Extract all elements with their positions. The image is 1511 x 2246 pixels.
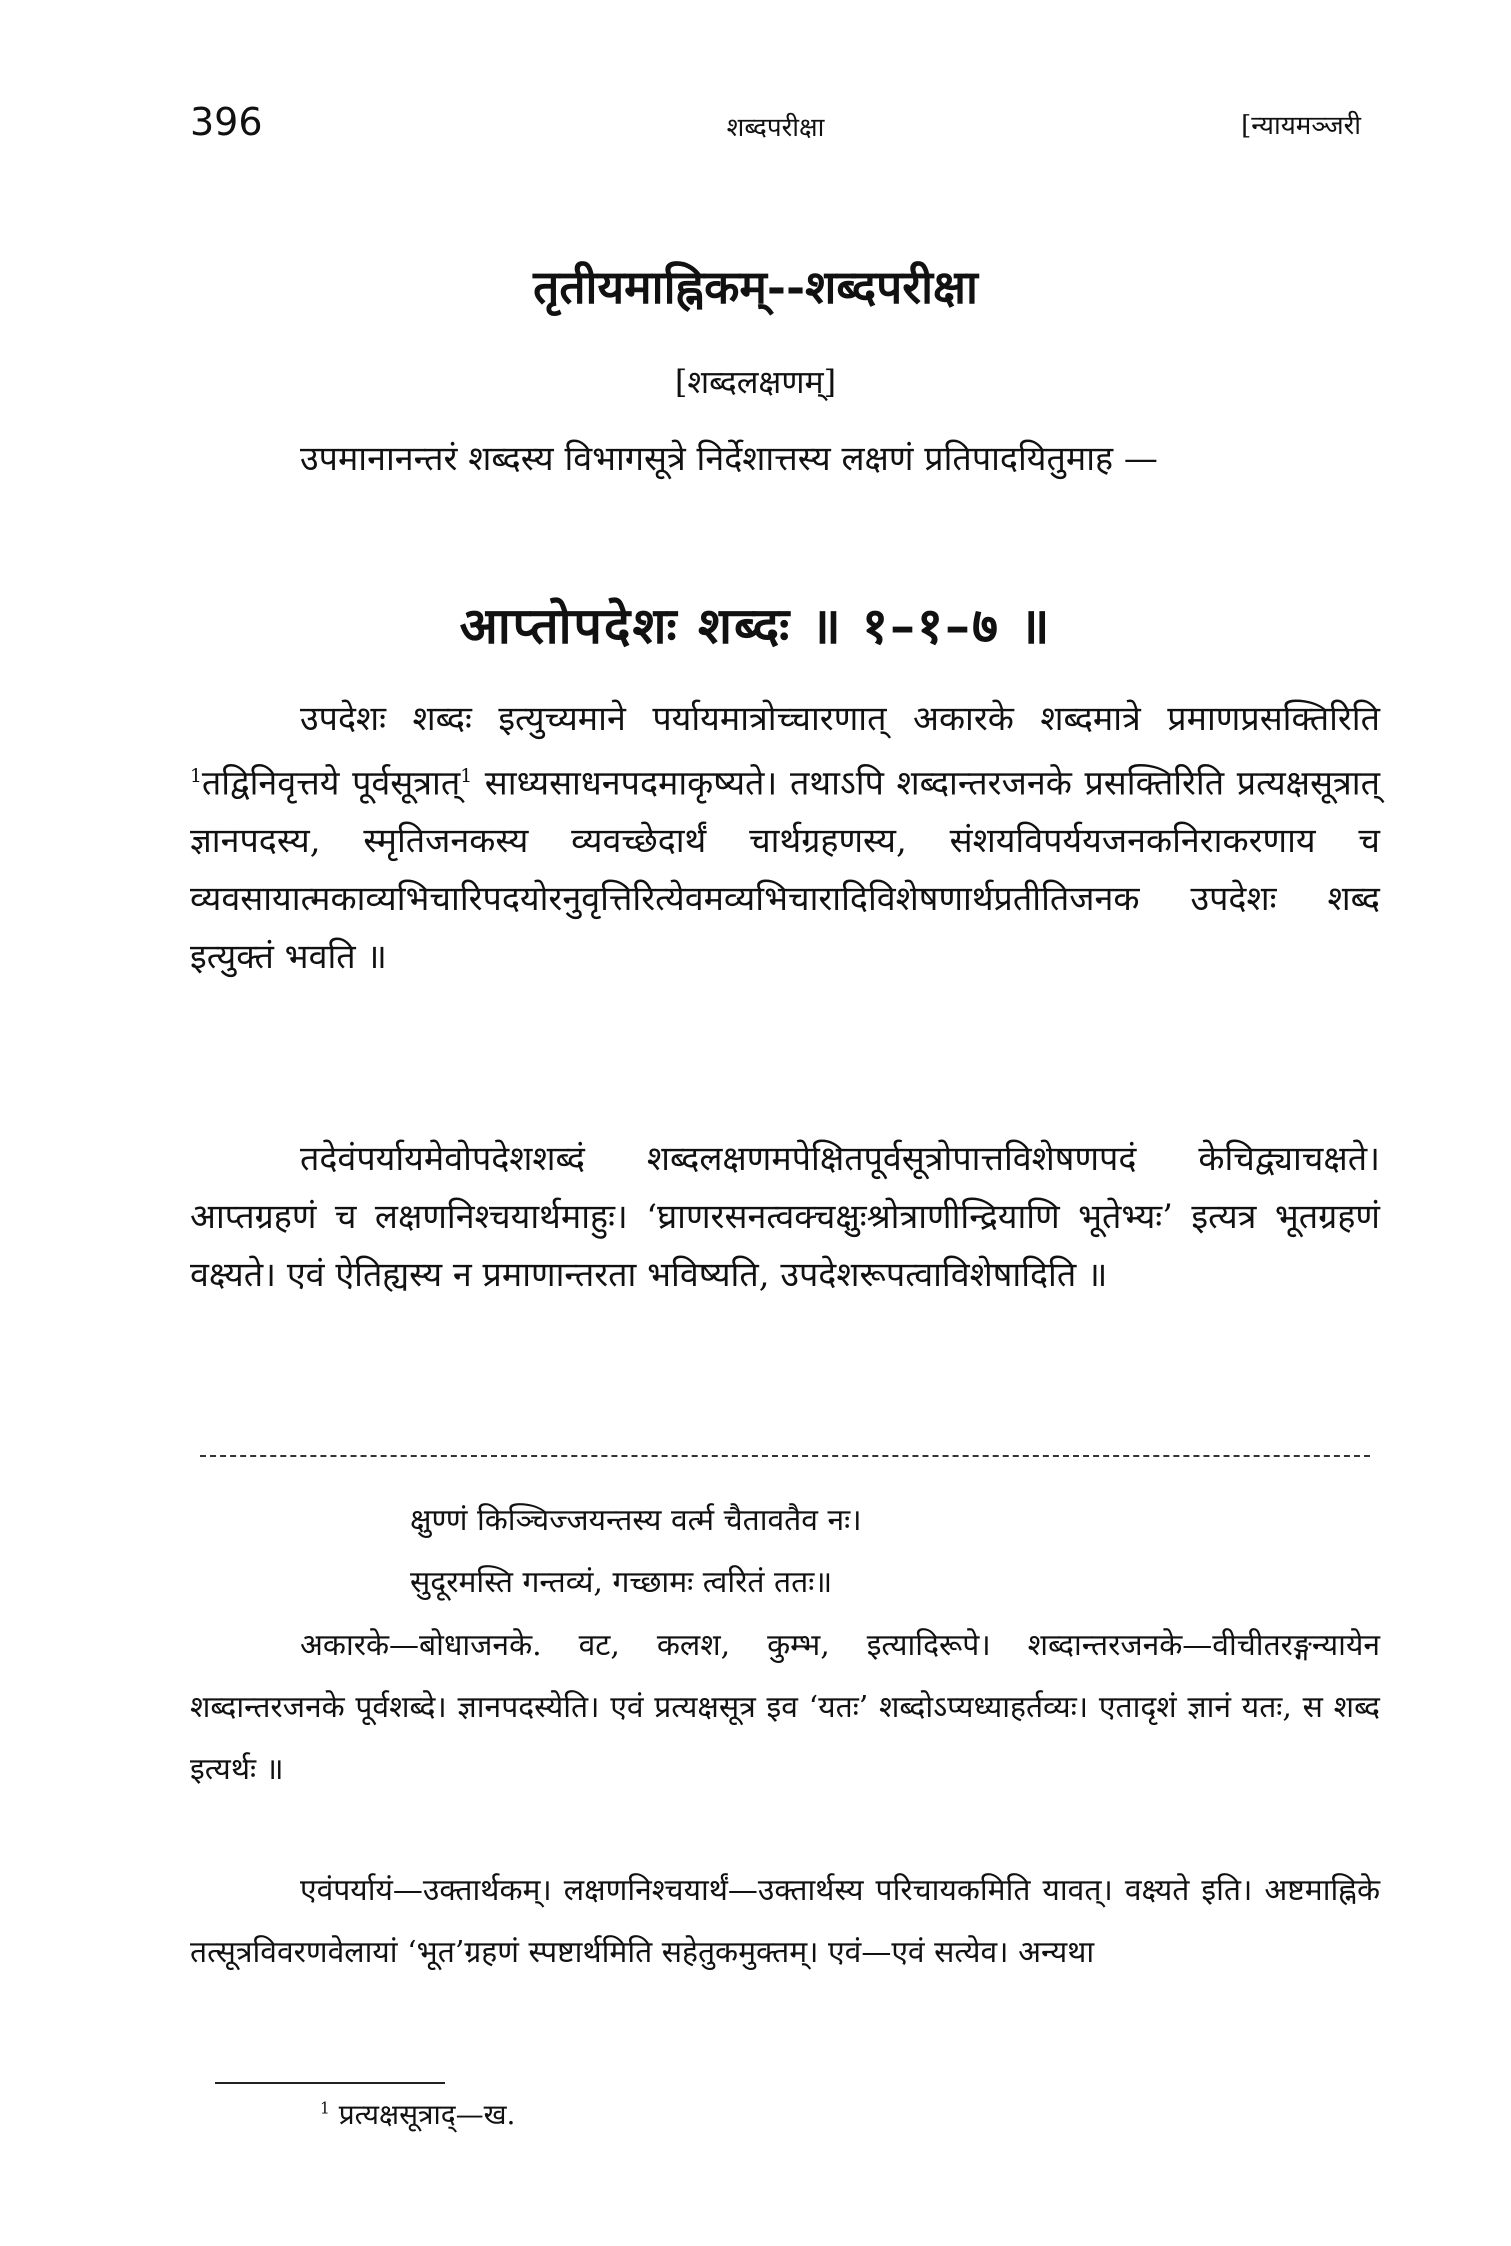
chapter-title: तृतीयमाह्निकम्--शब्दपरीक्षा [533, 260, 978, 314]
footnote-mark: 1 [460, 766, 473, 787]
running-book-title: [न्यायमञ्जरी [1241, 111, 1361, 141]
commentary-divider [200, 1455, 1370, 1457]
section-title: [शब्दलक्षणम्] [674, 363, 837, 401]
sutra-heading: आप्तोपदेशः शब्दः ॥ १–१–७ ॥ [459, 596, 1052, 655]
paragraph-1-text-c: साध्यसाधनपदमाकृष्यते। तथाऽपि शब्दान्तरजनके प्रसक्तिरिति प्रत्यक्षसूत्रात् ज्ञानपदस्य, स्मृतिजनकस्य व्यवच्छेदार्थं चार्थग्रहणस्य, संशयविपर्ययजनकनिराकरणाय च व्यवसायात्मकाव्यभिचारिपदयोरनुवृत्तिरित्येवमव्यभिचारादिविशेषणार्थप्रतीतिजनक उपदेशः शब्द इत्युक्तं भवति ॥ [190, 763, 1380, 978]
paragraph-2: तदेवंपर्यायमेवोपदेशशब्दं शब्दलक्षणमपेक्षितपूर्वसूत्रोपात्तविशेषणपदं केचिद्व्याचक्षते। आप्तग्रहणं च लक्षणनिश्चयार्थमाहुः। ‘घ्राणरसनत्वक्चक्षुःश्रोत्राणीन्द्रियाणि भूतेभ्यः’ इत्यत्र भूतग्रहणं वक्ष्यते। एवं ऐतिह्यस्य न प्रमाणान्तरता भविष्यति, उपदेशरूपत्वाविशेषादिति ॥ [190, 1139, 1380, 1295]
paragraph-1 [190, 690, 1380, 986]
verse-line-2: सुदूरमस्ति गन्तव्यं, गच्छामः त्वरितं ततः॥ [410, 1565, 833, 1600]
paragraph-1-text-a: उपदेशः शब्दः इत्युच्यमाने पर्यायमात्रोच्चारणात् अकारके शब्दमात्रे प्रमाणप्रसक्तिरिति [300, 699, 1380, 739]
footnote-mark: 1 [190, 766, 202, 787]
intro-paragraph: उपमानानन्तरं शब्दस्य विभागसूत्रे निर्देशात्तस्य लक्षणं प्रतिपादयितुमाह — [300, 439, 1158, 479]
commentary-paragraph-2: एवंपर्यायं—उक्तार्थकम्। लक्षणनिश्चयार्थं—उक्तार्थस्य परिचायकमिति यावत्। वक्ष्यते इति। अष्टमाह्निके तत्सूत्रविवरणवेलायां ‘भूत’ग्रहणं स्पष्टार्थमिति सहेतुकमुक्तम्। एवं—एवं सत्येव। अन्यथा [190, 1873, 1380, 1970]
running-header [190, 100, 1361, 160]
footnote [320, 2095, 515, 2133]
verse-line-1: क्षुण्णं किञ्चिज्जयन्तस्य वर्त्म चैतावतैव नः। [410, 1503, 862, 1538]
footnote-text: प्रत्यक्षसूत्राद्—ख. [329, 2098, 516, 2131]
page-number: 396 [190, 100, 263, 144]
footnote-divider [215, 2082, 445, 2084]
footnote-number: 1 [320, 2099, 330, 2118]
paragraph-1-text-b: तद्विनिवृत्तये पूर्वसूत्रात् [201, 763, 461, 804]
running-title: शब्दपरीक्षा [726, 113, 825, 143]
commentary-paragraph-1: अकारके—बोधाजनके. वट, कलश, कुम्भ, इत्यादिरूपे। शब्दान्तरजनके—वीचीतरङ्गन्यायेन शब्दान्तरजनके पूर्वशब्दे। ज्ञानपदस्येति। एवं प्रत्यक्षसूत्र इव ‘यतः’ शब्दोऽप्यध्याहर्तव्यः। एतादृशं ज्ञानं यतः, स शब्द इत्यर्थः ॥ [190, 1628, 1380, 1787]
